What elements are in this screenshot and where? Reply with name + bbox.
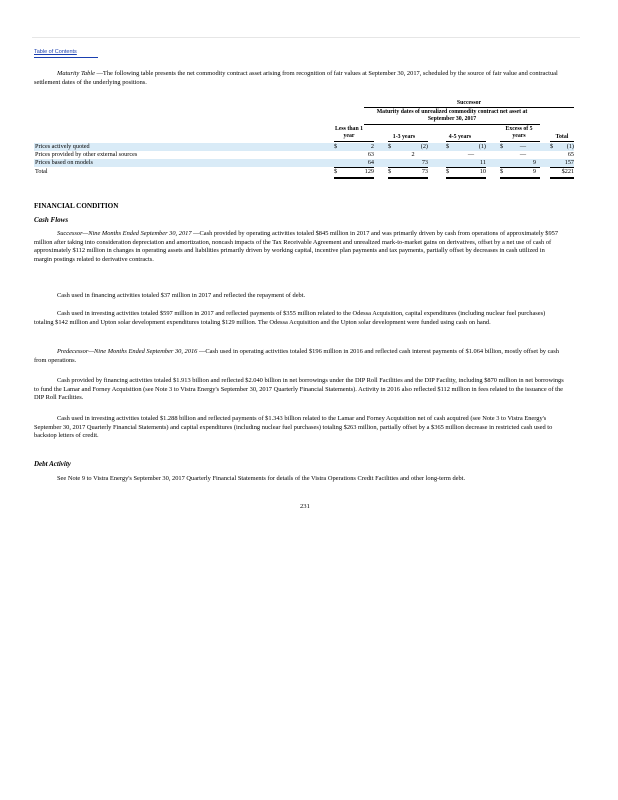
cell-value: 2	[411, 151, 415, 158]
total-double-underline	[388, 177, 428, 179]
table-row-prices-external-sources	[34, 151, 574, 159]
cell-value: 9	[532, 159, 536, 166]
cell-value: (1)	[566, 143, 574, 150]
maturity-table-intro-text: —The following table presents the net commodity contract asset arising from recognition of fair values at September 30, 2017, scheduled by the source of fair value and contractual settlement dates of the underlying positions.	[34, 70, 558, 86]
maturity-table-intro	[34, 70, 564, 87]
debt-activity-paragraph: See Note 9 to Vistra Energy's September 30, 2017 Quarterly Financial Statements for details of the Vistra Operations Credit Facilities and other long-term debt.	[57, 475, 466, 482]
table-group-header: Maturity dates of unrealized commodity contract net asset at September 30, 2017	[376, 109, 528, 122]
toc-underline	[34, 57, 98, 58]
col-underline	[446, 141, 486, 142]
dollar-sign: $	[334, 168, 338, 175]
dollar-sign: $	[446, 143, 450, 150]
row-label: Prices based on models	[35, 159, 93, 166]
financial-condition-heading: FINANCIAL CONDITION	[34, 202, 119, 210]
dollar-sign: $	[550, 143, 554, 150]
cell-value: 63	[367, 151, 374, 158]
col-header-less-than-1-year: Less than 1 year	[334, 126, 364, 139]
col-underline	[500, 141, 540, 142]
cell-value: $221	[561, 168, 574, 175]
cell-value: 64	[367, 159, 374, 166]
predecessor-text: —Cash used in operating activities totaled $196 million in 2016 and reflected cash interest payments of $1.064 billion, mostly offset by cash from operations.	[34, 348, 559, 364]
cell-value: 9	[532, 168, 536, 175]
row-label: Total	[35, 168, 48, 175]
row-label: Prices provided by other external sources	[35, 151, 138, 158]
investing-2016-paragraph: Cash used in investing activities totaled $1.288 billion and reflected payments of $1.343 billion related to the Lamar and Forney Acquisition net of cash acquired (see Note 3 to Vistra Energy's September 30, 2017 Quarterly Financial Statements) and capital expenditures (including nuclear fuel purchases) totaling $263 million, partially offset by a $365 million decrease in restricted cash used to backstop letters of credit.	[34, 415, 553, 440]
col-underline	[388, 141, 428, 142]
financing-2017-paragraph: Cash used in financing activities totaled $37 million in 2017 and reflected the repayment of debt.	[57, 292, 306, 299]
cell-value: —	[519, 143, 527, 150]
page-number: 231	[300, 503, 310, 510]
cash-flows-heading: Cash Flows	[34, 216, 69, 224]
dollar-sign: $	[388, 168, 392, 175]
predecessor-operating-paragraph	[34, 348, 564, 365]
maturity-table-lead: Maturity Table	[57, 70, 95, 77]
dollar-sign: $	[446, 168, 450, 175]
cell-value: 129	[364, 168, 374, 175]
total-double-underline	[446, 177, 486, 179]
investing-2017-paragraph: Cash used in investing activities totaled $597 million in 2017 and reflected payments of $355 million related to the Odessa Acquisition, capital expenditures (including nuclear fuel purchases) totaling $142 million and Upton solar development expenditures totaling $129 million. The Odessa Acquisition and the Upton solar development were funded using cash on hand.	[34, 310, 546, 326]
cell-value: 65	[567, 151, 574, 158]
cell-value: 11	[480, 159, 486, 166]
cell-value: 157	[564, 159, 574, 166]
dollar-sign: $	[500, 168, 504, 175]
dollar-sign: $	[500, 143, 504, 150]
table-of-contents-link[interactable]: Table of Contents	[34, 49, 77, 55]
col-header-1-3-years: 1-3 years	[392, 134, 416, 140]
successor-lead: Successor—Nine Months Ended September 30, 2017	[57, 230, 192, 237]
financing-2016-paragraph: Cash provided by financing activities totaled $1.913 billion and reflected $2.040 billion in net borrowings under the DIP Roll Facilities and the DIP Facility, including $870 million in net borrowings to fund the Lamar and Forney Acquisition (see Note 3 to Vistra Energy's September 30, 2017 Quarterly Financial Statements). Activity in 2016 also reflected $112 million in fees related to the issuance of the DIP Roll Facilities.	[34, 377, 564, 402]
cell-value: (1)	[478, 143, 486, 150]
dollar-sign: $	[334, 143, 338, 150]
col-underline	[550, 141, 574, 142]
cell-value: —	[467, 151, 475, 158]
total-double-underline	[550, 177, 574, 179]
col-header-excess-of-5-years: Excess of 5 years	[505, 126, 533, 139]
successor-operating-paragraph	[34, 230, 564, 264]
dollar-sign: $	[388, 143, 392, 150]
row-label: Prices actively quoted	[35, 143, 90, 150]
debt-activity-heading: Debt Activity	[34, 460, 71, 468]
total-double-underline	[334, 177, 374, 179]
group-underline	[364, 124, 540, 125]
col-underline	[334, 141, 374, 142]
col-header-4-5-years: 4-5 years	[448, 134, 472, 140]
cell-value: (2)	[420, 143, 428, 150]
cell-value: —	[519, 151, 527, 158]
cell-value: 10	[479, 168, 486, 175]
col-header-total: Total	[555, 134, 569, 140]
cell-value: 73	[421, 159, 428, 166]
cell-value: 73	[421, 168, 428, 175]
predecessor-lead: Predecessor—Nine Months Ended September 30, 2016	[57, 348, 198, 355]
cell-value: 2	[370, 143, 374, 150]
table-period-label: Successor	[456, 100, 482, 106]
table-row-total	[34, 168, 574, 176]
table-row-prices-actively-quoted	[34, 143, 574, 151]
period-underline	[364, 107, 574, 108]
total-double-underline	[500, 177, 540, 179]
table-row-prices-based-on-models	[34, 159, 574, 167]
page-top-rule	[32, 37, 580, 38]
successor-text: —Cash provided by operating activities totaled $845 million in 2017 and was primarily driven by cash from operations of approximately $957 million after taking into consideration depreciation and amortization, noncash impacts of the Tax Receivable Agreement and unrealized mark-to-market gains on derivatives, offset by a net use of cash of approximately $112 million in changes in operating assets and liabilities primarily driven by working capital, incentive plan payments and tax payments, partially offset by decreases in cash utilized in margin postings related to derivative contracts.	[34, 230, 559, 263]
